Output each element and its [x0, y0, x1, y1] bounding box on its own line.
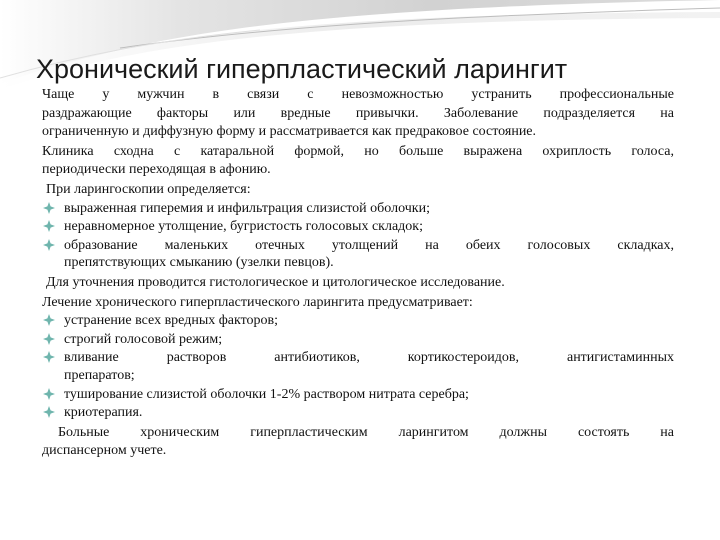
treatment-heading: Лечение хронического гиперпластического ларингита предусматривает:: [42, 294, 473, 310]
treatment-item: [42, 404, 674, 422]
treatment-item: [42, 386, 674, 404]
star-bullet-icon: [42, 238, 56, 252]
treatment-text: устранение всех вредных факторов;: [64, 313, 279, 329]
treatment-text: криотерапия.: [64, 405, 143, 421]
finding-text: выраженная гиперемия и инфильтрация слизистой оболочки;: [64, 200, 430, 216]
star-bullet-icon: [42, 332, 56, 346]
treatment-item: [42, 331, 674, 349]
treatment-text: вливание растворов антибиотиков, кортикостероидов, антигистаминных: [64, 350, 674, 366]
finding-item: [42, 200, 674, 218]
clinic-line-1: Клиника сходна с катаральной формой, но больше выражена охриплость голоса,: [42, 143, 674, 159]
finding-text-cont: препятствующих смыканию (узелки певцов).: [64, 255, 334, 271]
laryngoscopy-heading: При ларингоскопии определяется:: [46, 181, 251, 197]
outro-line-2: диспансерном учете.: [42, 443, 167, 459]
clinic-line-2: периодически переходящая в афонию.: [42, 162, 271, 178]
clarify-paragraph: Для уточнения проводится гистологическое и цитологическое исследование.: [46, 274, 505, 290]
treatment-text: строгий голосовой режим;: [64, 331, 223, 347]
outro-line-1: Больные хроническим гиперпластическим ларингитом должны состоять на: [58, 424, 674, 440]
finding-item: [42, 237, 674, 272]
star-bullet-icon: [42, 387, 56, 401]
finding-item: [42, 218, 674, 236]
treatment-text: туширование слизистой оболочки 1-2% раствором нитрата серебра;: [64, 386, 469, 402]
treatment-item: [42, 312, 674, 330]
slide-body: [42, 86, 674, 461]
star-bullet-icon: [42, 201, 56, 215]
star-bullet-icon: [42, 405, 56, 419]
slide-title: Хронический гиперпластический ларингит: [36, 54, 568, 84]
intro-line-3: ограниченную и диффузную форму и рассматривается как предраковое состояние.: [42, 124, 537, 140]
treatment-text-cont: препаратов;: [64, 367, 135, 383]
intro-line-2: раздражающие факторы или вредные привычки. Заболевание подразделяется на: [42, 105, 674, 121]
finding-text: неравномерное утолщение, бугристость голосовых складок;: [64, 219, 423, 235]
star-bullet-icon: [42, 219, 56, 233]
star-bullet-icon: [42, 350, 56, 364]
finding-text: образование маленьких отечных утолщений на обеих голосовых складках,: [64, 237, 674, 253]
star-bullet-icon: [42, 313, 56, 327]
treatment-item: [42, 349, 674, 384]
intro-line-1: Чаще у мужчин в связи с невозможностью устранить профессиональные: [42, 87, 674, 102]
